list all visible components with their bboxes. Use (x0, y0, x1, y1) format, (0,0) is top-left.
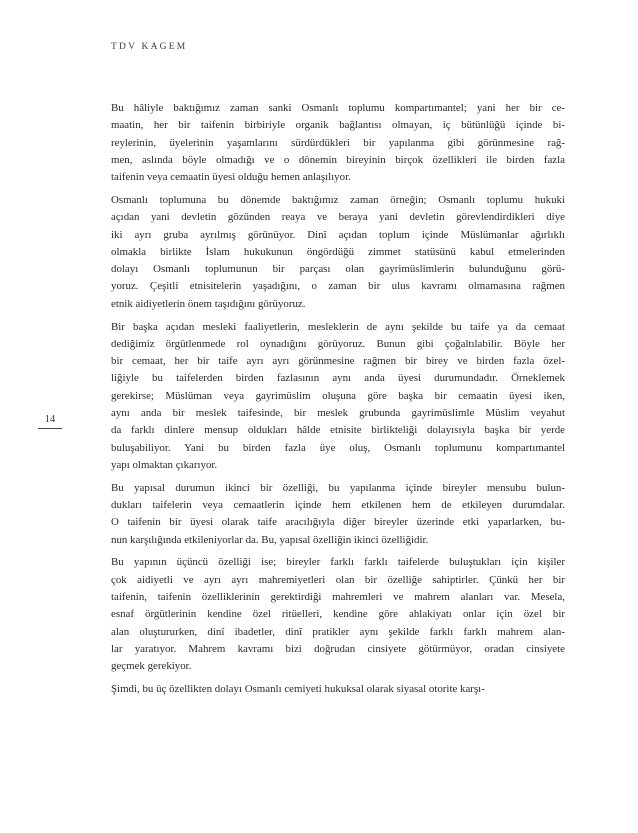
text-line: dolayı Osmanlı toplumunun bir parçası olan gayrimüslimlerin bulunduğunu görü- (111, 263, 565, 276)
text-line: Bir başka açıdan mesleki faaliyetlerin, mesleklerin de aynı şekilde bu taife ya da cemaat (111, 320, 565, 333)
body-text (111, 100, 565, 704)
text-line: açıdan yani devletin gözünden reaya ve beraya yani devletin görevlendirdikleri diye (111, 211, 565, 224)
text-line: nun karşılığında etkileniyorlar da. Bu, yapısal özelliğin ikinci özelliğidir. (111, 533, 429, 546)
running-head: TDV KAGEM (111, 42, 188, 52)
paragraph (111, 100, 565, 186)
paragraph (111, 319, 565, 475)
text-line: olmakla birlikte İslam hukukunun öngördüğü zimmet statüsünü kabul etmelerinden (111, 245, 565, 258)
paragraph (111, 192, 565, 313)
text-line: Bu yapının üçüncü özelliği ise; bireyler farklı farklı taifelerde buluştukları için kişiler (111, 556, 565, 569)
text-line: maatin, her bir taifenin birbiriyle organik bağlantısı olmayan, iç bütünlüğü içinde bi- (111, 119, 565, 132)
text-line: etnik aidiyetlerin önem taşıdığını görüyoruz. (111, 297, 306, 310)
text-line: Şimdi, bu üç özellikten dolayı Osmanlı cemiyeti hukuksal olarak siyasal otorite karşı- (111, 683, 485, 695)
text-line: dediğimiz örgütlenmede rol oynadığını görüyoruz. Bunun gibi çoğaltılabilir. Böyle her (111, 337, 565, 350)
text-line: taifenin veya cemaatin üyesi olduğu hemen anlaşılıyor. (111, 171, 351, 184)
text-line: iki ayrı gruba ayrılmış görünüyor. Dinî açıdan toplum içinde Müslümanlar ağırlıklı (111, 228, 565, 241)
paragraph (111, 681, 565, 698)
text-line: Bu hâliyle baktığımız zaman sanki Osmanlı toplumu kompartımantel; yani her bir ce- (111, 102, 565, 114)
text-line: alan oluştururken, dinî ibadetler, dinî pratikler aynı şekilde farklı farklı mahrem alan- (111, 625, 565, 638)
text-line: reylerinin, üyelerinin yaşamlarını sürdürdükleri bir yapılanma gibi görünmesine rağ- (111, 136, 565, 149)
text-line: O taifenin bir üyesi olarak taife aracılığıyla diğer bireyler üzerinde etki yaparlarken, bu- (111, 516, 565, 529)
paragraph (111, 480, 565, 549)
text-line: Bu yapısal durumun ikinci bir özelliği, bu yapılanma içinde bireyler mensubu bulun- (111, 481, 565, 494)
page-number-marker (38, 414, 62, 429)
text-line: gerekirse; Müslüman veya gayrimüslim oluşuna göre başka bir cemaatin üyesi iken, (111, 389, 565, 402)
text-line: dukları taifelerin veya cemaatlerin içinde hem etkilenen hem de etkileyen durumdalar. (111, 499, 565, 512)
page-number-rule (38, 428, 62, 429)
text-line: bir cemaat, her bir taife ayrı ayrı görünmesine rağmen bir birey ve birden fazla özel- (111, 355, 565, 368)
text-line: men, aslında böyle olmadığı ve o dönemin bireyinin birçok özellikleri ile birden fazla (111, 153, 565, 166)
text-line: Osmanlı toplumuna bu dönemde baktığımız zaman örneğin; Osmanlı toplumu hukuki (111, 193, 565, 206)
text-line: da farklı dinlere mensup oldukları hâlde etnisite birlikteliği dolayısıyla başka bir yerde (111, 424, 565, 437)
text-line: çok aidiyetli ve ayrı ayrı mahremiyetleri olan bir özelliğe sahiptirler. Çünkü her bir (111, 573, 565, 586)
text-line: taifenin, taifenin özelliklerinin gerektirdiği mahremleri ve mahrem alanları var. Mesela, (111, 591, 565, 604)
text-line: yapı olmaktan çıkarıyor. (111, 458, 218, 471)
text-line: esnaf örgütlerinin kendine özel ritüelleri, kendine göre ahlakiyatı onlar için özel bir (111, 608, 565, 621)
text-line: geçmek gerekiyor. (111, 660, 192, 673)
text-line: aynı anda bir meslek taifesinde, bir meslek grubunda gayrimüslimle Müslim veyahut (111, 407, 565, 420)
text-line: buluşabiliyor. Yani bu birden fazla üye oluş, Osmanlı toplumunu kompartımantel (111, 441, 565, 454)
text-line: yoruz. Çeşitli etnisitelerin yaşadığını, o zaman bir ulus kavramı olmamasına rağmen (111, 280, 565, 293)
text-line: liğiyle bu taifelerden birden fazlasının aynı anda üyesi durumundadır. Örneklemek (111, 372, 565, 385)
page-number: 14 (44, 414, 56, 425)
text-line: lar yaratıyor. Mahrem kavramı bizi doğrudan cinsiyete götürmüyor, oradan cinsiyete (111, 642, 565, 655)
paragraph (111, 554, 565, 675)
